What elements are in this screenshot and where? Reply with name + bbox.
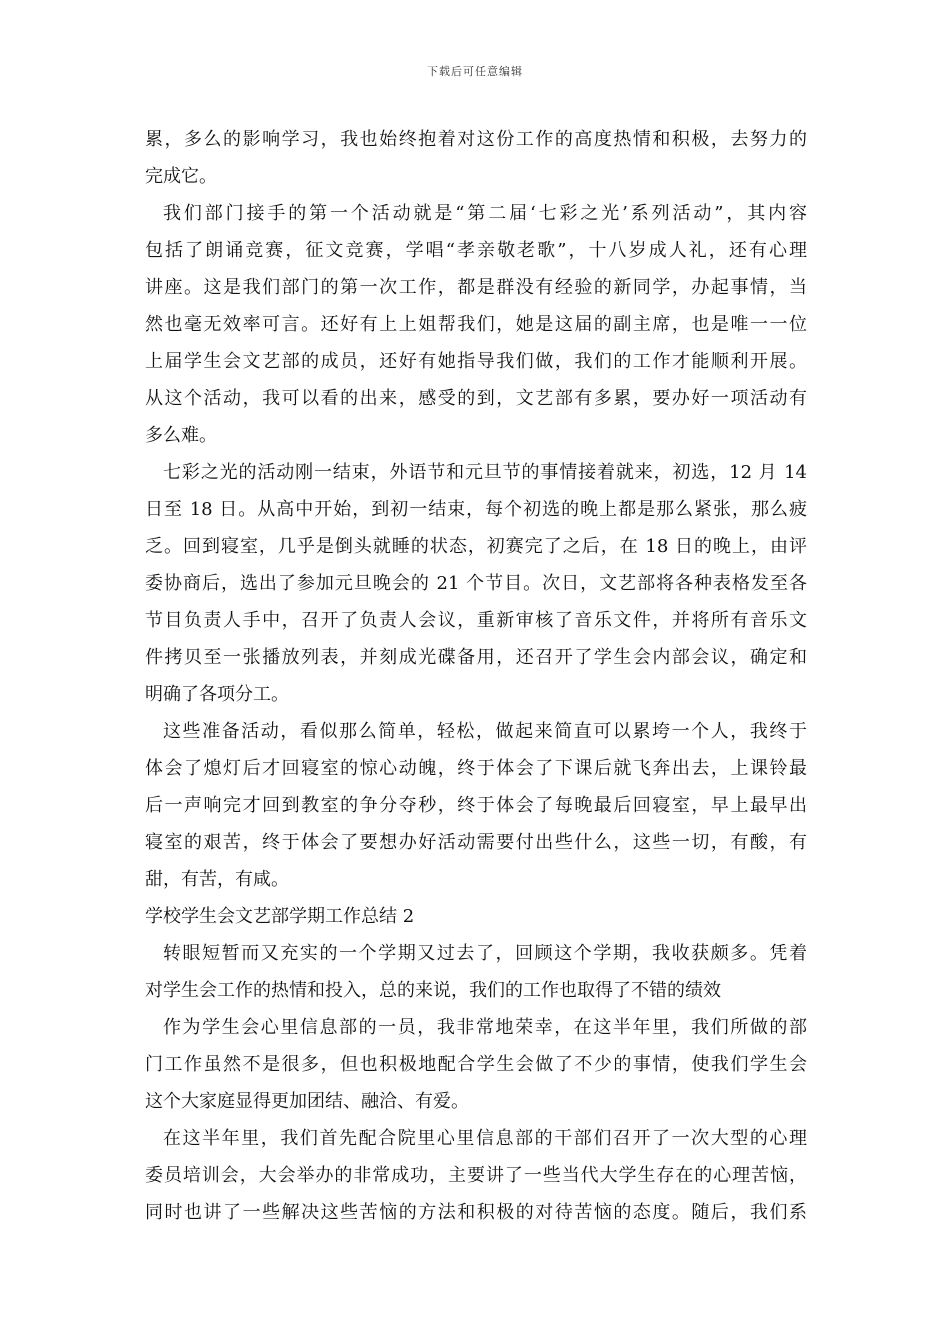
- text-line: 寝室的艰苦，终于体会了要想办好活动需要付出些什么，这些一切，有酸，有: [145, 832, 807, 853]
- section-title: 学校学生会文艺部学期工作总结 2: [145, 906, 415, 927]
- paragraph: [145, 935, 807, 1009]
- text-line: 作为学生会心里信息部的一员，我非常地荣幸，在这半年里，我们所做的部: [163, 1017, 807, 1038]
- paragraph: [145, 1120, 807, 1231]
- paragraph: [145, 454, 807, 713]
- text-line: 件拷贝至一张播放列表，并刻成光碟备用，还召开了学生会内部会议，确定和: [145, 647, 807, 668]
- document-body: [145, 121, 807, 1231]
- text-line: 多么难。: [145, 425, 217, 446]
- page-header-note: 下载后可任意编辑: [427, 65, 523, 78]
- text-line: 这个大家庭显得更加团结、融洽、有爱。: [145, 1091, 469, 1112]
- text-line: 体会了熄灯后才回寝室的惊心动魄，终于体会了下课后就飞奔出去，上课铃最: [145, 758, 807, 779]
- text-line: 讲座。这是我们部门的第一次工作，都是群没有经验的新同学，办起事情，当: [145, 277, 807, 298]
- text-line: 累，多么的影响学习，我也始终抱着对这份工作的高度热情和积极，去努力的: [145, 129, 807, 150]
- text-line: 上届学生会文艺部的成员，还好有她指导我们做，我们的工作才能顺利开展。: [145, 351, 807, 372]
- text-line: 我们部门接手的第一个活动就是“第二届‘七彩之光’系列活动”，其内容: [163, 203, 807, 224]
- text-line: 这些准备活动，看似那么简单，轻松，做起来简直可以累垮一个人，我终于: [163, 721, 807, 742]
- paragraph: [145, 713, 807, 898]
- paragraph: [145, 195, 807, 454]
- text-line: 包括了朗诵竞赛，征文竞赛，学唱“孝亲敬老歌”，十八岁成人礼，还有心理: [145, 240, 807, 261]
- text-line: 后一声响完才回到教室的争分夺秒，终于体会了每晚最后回寝室，早上最早出: [145, 795, 807, 816]
- text-line: 在这半年里，我们首先配合院里心里信息部的干部们召开了一次大型的心理: [163, 1128, 807, 1149]
- paragraph: [145, 1009, 807, 1120]
- text-line: 明确了各项分工。: [145, 684, 289, 705]
- text-line: 节目负责人手中，召开了负责人会议，重新审核了音乐文件，并将所有音乐文: [145, 610, 807, 631]
- paragraph: [145, 121, 807, 195]
- text-line: 七彩之光的活动刚一结束，外语节和元旦节的事情接着就来，初选，12 月 14: [163, 462, 807, 483]
- text-line: 门工作虽然不是很多，但也积极地配合学生会做了不少的事情，使我们学生会: [145, 1054, 807, 1075]
- text-line: 同时也讲了一些解决这些苦恼的方法和积极的对待苦恼的态度。随后，我们系: [145, 1202, 807, 1223]
- text-line: 委协商后，选出了参加元旦晚会的 21 个节目。次日，文艺部将各种表格发至各: [145, 573, 807, 594]
- text-line: 从这个活动，我可以看的出来，感受的到，文艺部有多累，要办好一项活动有: [145, 388, 807, 409]
- text-line: 委员培训会，大会举办的非常成功，主要讲了一些当代大学生存在的心理苦恼，: [145, 1165, 807, 1186]
- text-line: 对学生会工作的热情和投入，总的来说，我们的工作也取得了不错的绩效: [145, 980, 721, 1001]
- text-line: 完成它。: [145, 166, 217, 187]
- text-line: 乏。回到寝室，几乎是倒头就睡的状态，初赛完了之后，在 18 日的晚上，由评: [145, 536, 807, 557]
- text-line: 转眼短暂而又充实的一个学期又过去了，回顾这个学期，我收获颇多。凭着: [163, 943, 807, 964]
- text-line: 然也毫无效率可言。还好有上上姐帮我们，她是这届的副主席，也是唯一一位: [145, 314, 807, 335]
- text-line: 日至 18 日。从高中开始，到初一结束，每个初选的晚上都是那么紧张，那么疲: [145, 499, 807, 520]
- text-line: 甜，有苦，有咸。: [145, 869, 289, 890]
